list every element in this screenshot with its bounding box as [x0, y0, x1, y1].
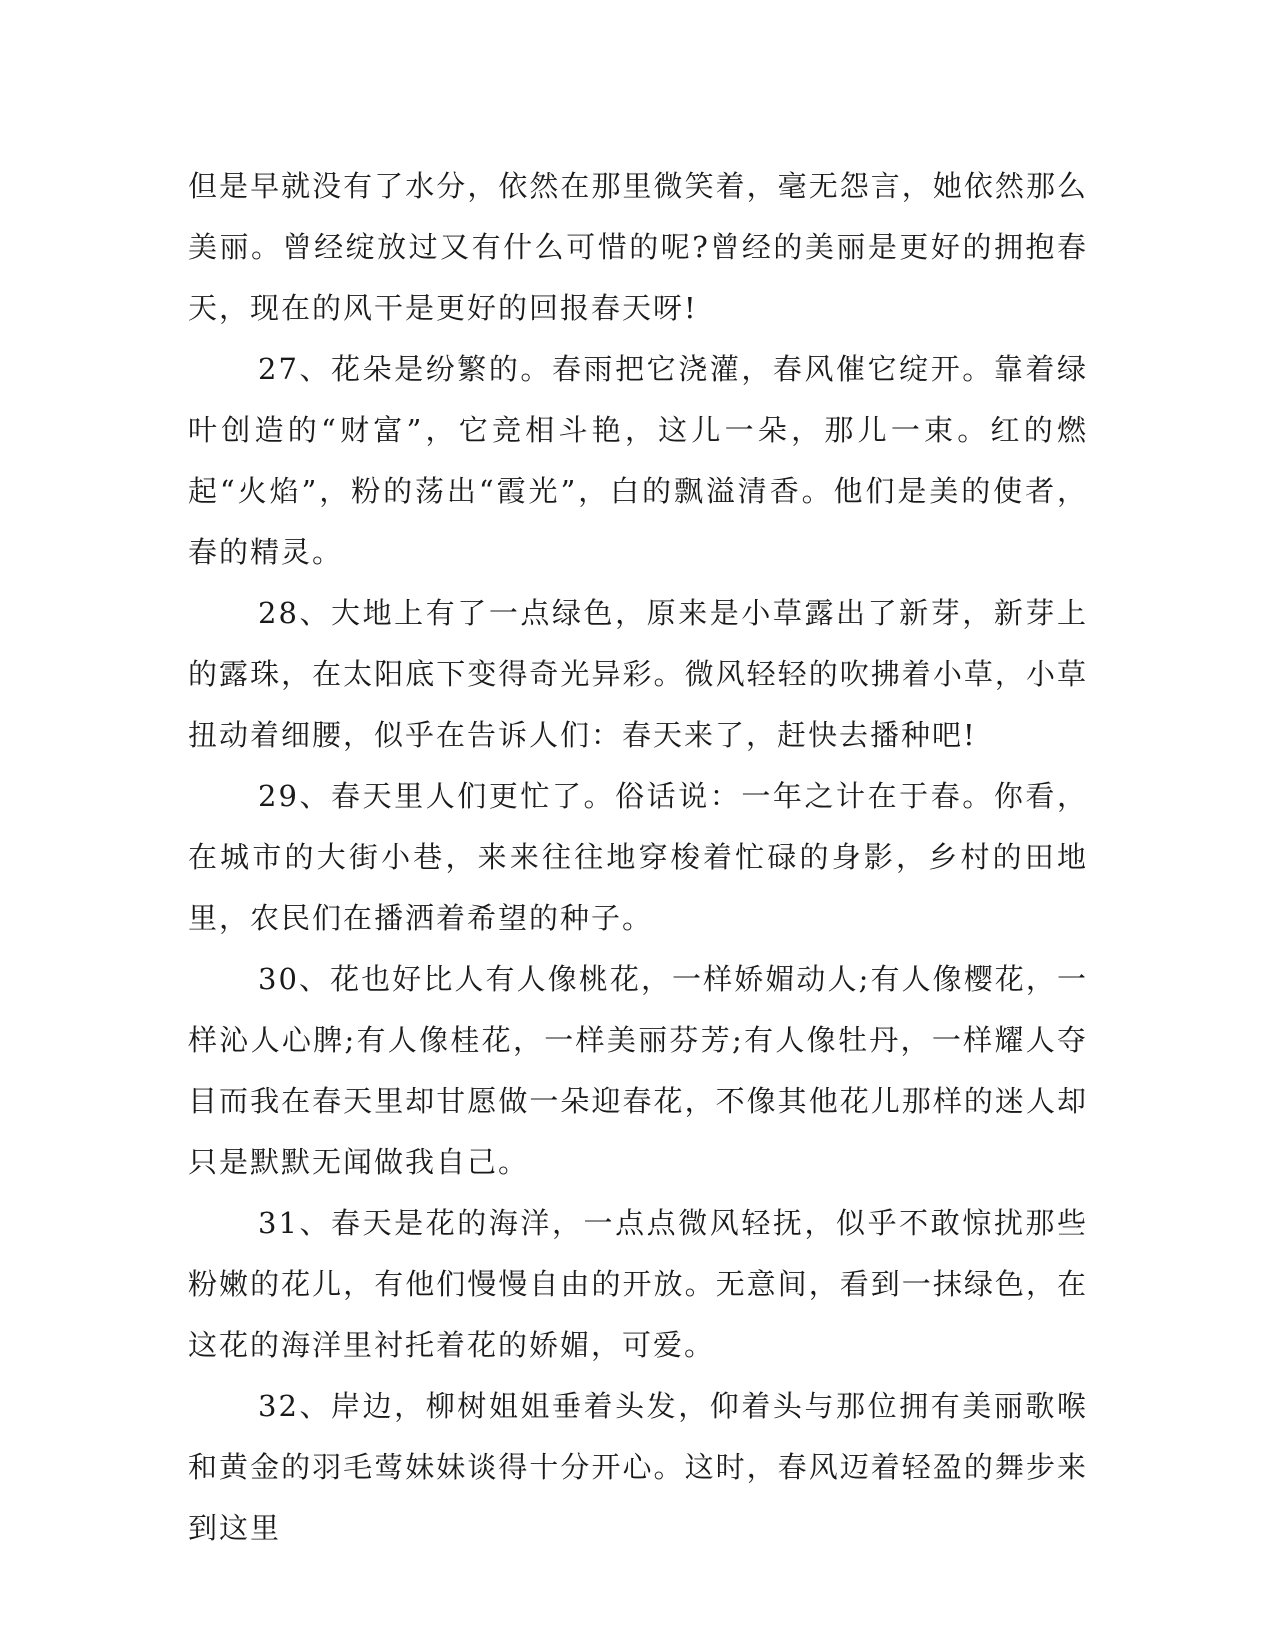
paragraph-27: 27、花朵是纷繁的。春雨把它浇灌，春风催它绽开。靠着绿叶创造的“财富”，它竞相斗艳，这儿一朵，那儿一束。红的燃起“火焰”，粉的荡出“霞光”，白的飘溢清香。他们是美的使者，春的精灵。: [188, 352, 1088, 569]
paragraph-29: 29、春天里人们更忙了。俗话说：一年之计在于春。你看，在城市的大街小巷，来来往往地穿梭着忙碌的身影，乡村的田地里，农民们在播洒着希望的种子。: [188, 779, 1088, 935]
paragraph-32: 32、岸边，柳树姐姐垂着头发，仰着头与那位拥有美丽歌喉和黄金的羽毛莺妹妹谈得十分开心。这时，春风迈着轻盈的舞步来到这里: [188, 1389, 1088, 1545]
paragraph-31: 31、春天是花的海洋，一点点微风轻抚，似乎不敢惊扰那些粉嫩的花儿，有他们慢慢自由的开放。无意间，看到一抹绿色，在这花的海洋里衬托着花的娇媚，可爱。: [188, 1206, 1088, 1362]
document-body: [188, 156, 1088, 1559]
paragraph-28: 28、大地上有了一点绿色，原来是小草露出了新芽，新芽上的露珠，在太阳底下变得奇光异彩。微风轻轻的吹拂着小草，小草扭动着细腰，似乎在告诉人们：春天来了，赶快去播种吧!: [188, 596, 1088, 752]
paragraph-continuation: 但是早就没有了水分，依然在那里微笑着，毫无怨言，她依然那么美丽。曾经绽放过又有什么可惜的呢?曾经的美丽是更好的拥抱春天，现在的风干是更好的回报春天呀!: [188, 169, 1088, 325]
paragraph-30: 30、花也好比人有人像桃花，一样娇媚动人;有人像樱花，一样沁人心脾;有人像桂花，一样美丽芬芳;有人像牡丹，一样耀人夺目而我在春天里却甘愿做一朵迎春花，不像其他花儿那样的迷人却只是默默无闻做我自己。: [188, 962, 1088, 1179]
